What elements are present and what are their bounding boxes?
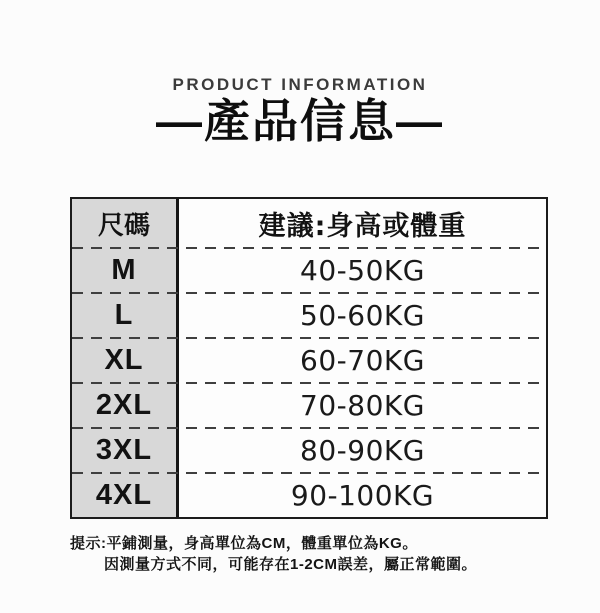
measurement-note-line2: 因測量方式不同，可能存在1-2CM誤差，屬正常範圍。 — [104, 556, 478, 573]
size-cell: 4XL — [95, 479, 153, 511]
weight-range-cell: 90-100KG — [290, 479, 435, 512]
suggestion-column-header: 建議:身高或體重 — [258, 210, 467, 242]
size-chart-table — [70, 197, 548, 519]
weight-range-cell: 80-90KG — [300, 434, 425, 467]
table-row — [72, 384, 546, 427]
page-title: —產品信息— — [156, 95, 444, 147]
size-column-header: 尺碼 — [97, 209, 150, 240]
table-row — [72, 249, 546, 292]
weight-range-cell: 60-70KG — [300, 344, 425, 377]
size-cell: 3XL — [95, 434, 153, 466]
table-row — [72, 339, 546, 382]
table-row — [72, 429, 546, 472]
size-cell: 2XL — [95, 389, 153, 421]
measurement-note-line1: 提示:平鋪測量，身高單位為CM，體重單位為KG。 — [70, 535, 418, 552]
size-cell: L — [114, 299, 134, 331]
size-cell: M — [111, 254, 137, 286]
product-information-eyebrow: PRODUCT INFORMATION — [172, 75, 428, 94]
measurement-note — [70, 533, 600, 575]
weight-range-cell: 40-50KG — [300, 254, 425, 287]
size-cell: XL — [104, 344, 144, 376]
table-row — [72, 294, 546, 337]
table-row — [72, 474, 546, 517]
table-header-row — [72, 199, 546, 247]
weight-range-cell: 50-60KG — [300, 299, 425, 332]
weight-range-cell: 70-80KG — [300, 389, 425, 422]
